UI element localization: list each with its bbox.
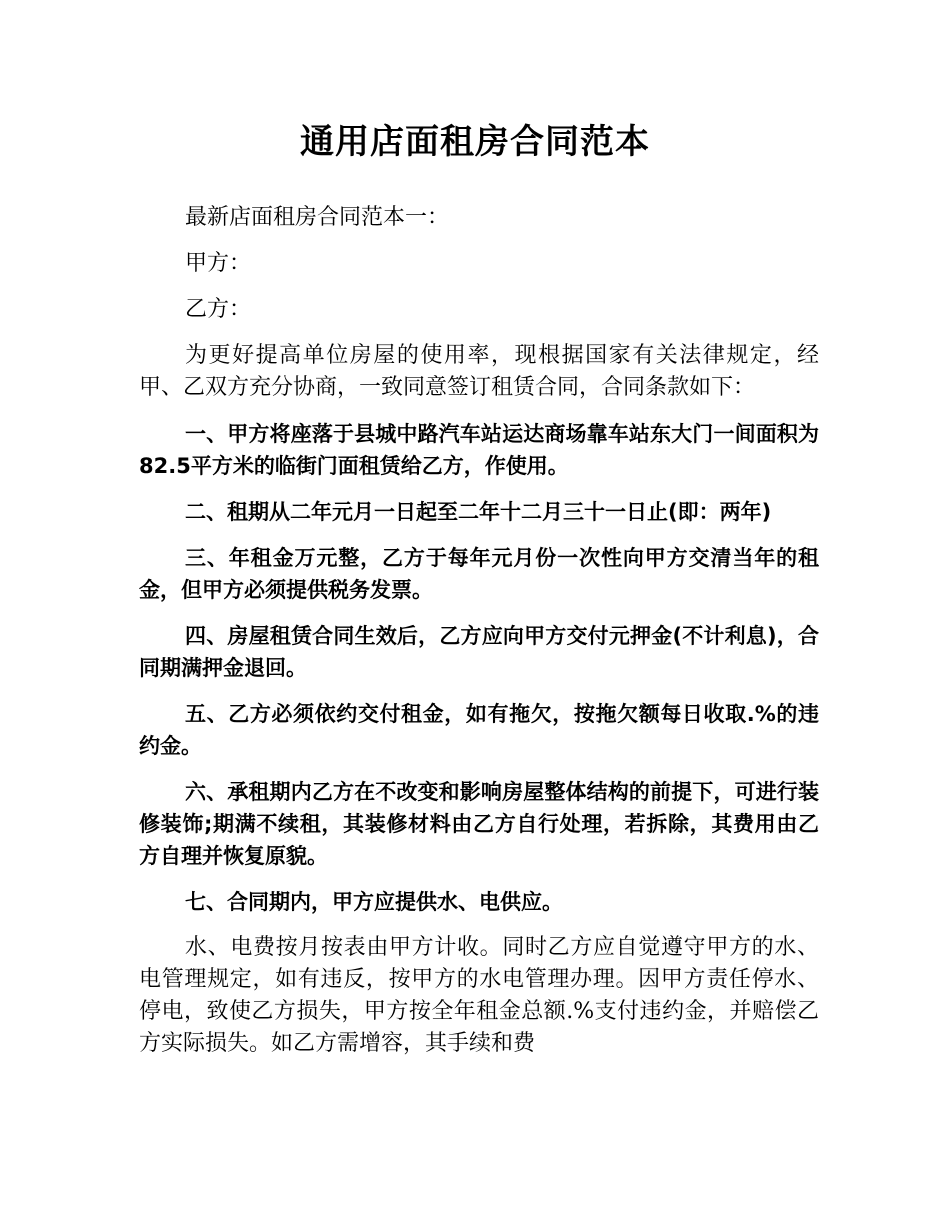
paragraph-party-b: 乙方： — [185, 297, 252, 322]
clause-1: 一、甲方将座落于县城中路汽车站运达商场靠车站东大门一间面积为82.5平方米的临街门面租赁给乙方，作使用。 — [139, 422, 819, 478]
clause-2: 二、租期从二年元月一日起至二年十二月三十一日止(即：两年) — [185, 500, 772, 524]
clause-6: 六、承租期内乙方在不改变和影响房屋整体结构的前提下，可进行装修装饰;期满不续租，其装修材料由乙方自行处理，若拆除，其费用由乙方自理并恢复原貌。 — [139, 780, 819, 868]
clause-7: 七、合同期内，甲方应提供水、电供应。 — [185, 890, 563, 914]
clause-4: 四、房屋租赁合同生效后，乙方应向甲方交付元押金(不计利息)，合同期满押金退回。 — [139, 624, 819, 680]
document-title: 通用店面租房合同范本 — [300, 122, 650, 162]
document-body — [139, 202, 819, 1074]
paragraph-utilities: 水、电费按月按表由甲方计收。同时乙方应自觉遵守甲方的水、电管理规定，如有违反，按甲方的水电管理办理。因甲方责任停水、停电，致使乙方损失，甲方按全年租金总额.%支付违约金，并赔偿乙方实际损失。如乙方需增容，其手续和费 — [139, 935, 819, 1056]
paragraph-party-a: 甲方： — [185, 251, 252, 276]
clause-3: 三、年租金万元整，乙方于每年元月份一次性向甲方交清当年的租金，但甲方必须提供税务发票。 — [139, 546, 819, 602]
paragraph-preamble: 为更好提高单位房屋的使用率，现根据国家有关法律规定，经甲、乙双方充分协商，一致同意签订租赁合同，合同条款如下： — [139, 343, 819, 400]
clause-5: 五、乙方必须依约交付租金，如有拖欠，按拖欠额每日收取.%的违约金。 — [139, 702, 819, 758]
paragraph-intro: 最新店面租房合同范本一： — [185, 205, 450, 230]
